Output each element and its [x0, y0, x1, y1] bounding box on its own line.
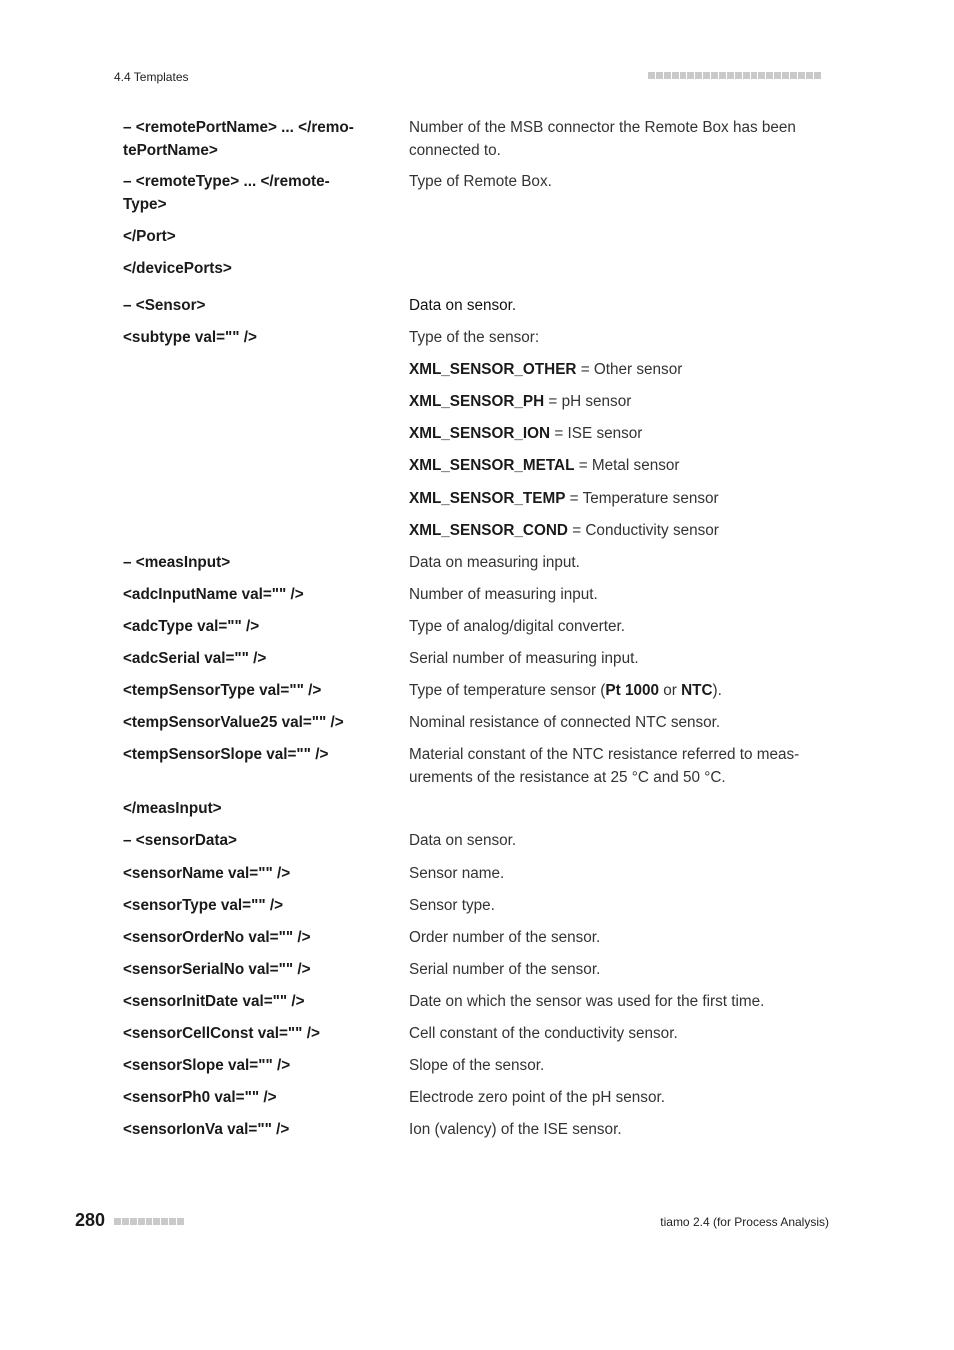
description: Sensor name.	[409, 865, 505, 882]
footer-product: tiamo 2.4 (for Process Analysis)	[660, 1215, 829, 1229]
description: Order number of the sensor.	[409, 929, 601, 946]
description: Ion (valency) of the ISE sensor.	[409, 1121, 622, 1138]
term: </devicePorts>	[123, 260, 232, 277]
description: Date on which the sensor was used for the first time.	[409, 993, 765, 1010]
description: Type of analog/digital converter.	[409, 618, 625, 635]
term: <sensorName val="" />	[123, 865, 291, 882]
enum-label: = Metal sensor	[574, 457, 680, 474]
term: – <remotePortName> ... </remo- tePortName>	[123, 119, 354, 159]
page-number: 280	[75, 1210, 106, 1230]
term: <sensorSlope val="" />	[123, 1057, 291, 1074]
description	[409, 488, 834, 511]
enum-code: XML_SENSOR_METAL	[409, 457, 575, 474]
description	[409, 680, 834, 703]
description: Data on sensor.	[409, 297, 517, 314]
term: <sensorType val="" />	[123, 897, 284, 914]
description: Type of the sensor:	[409, 329, 540, 346]
description: Serial number of the sensor.	[409, 961, 601, 978]
description: Nominal resistance of connected NTC sensor.	[409, 714, 721, 731]
term: <tempSensorSlope val="" />	[123, 746, 329, 763]
desc-text: or	[658, 682, 682, 699]
description: Material constant of the NTC resistance referred to meas- urements of the resistance at 25 °C and 50 °C.	[409, 746, 800, 786]
description: Slope of the sensor.	[409, 1057, 545, 1074]
enum-code: XML_SENSOR_PH	[409, 393, 545, 410]
term: – <Sensor>	[123, 297, 206, 314]
term: <adcSerial val="" />	[123, 650, 267, 667]
description	[409, 391, 834, 414]
enum-label: = ISE sensor	[550, 425, 643, 442]
desc-text: Type of temperature sensor (	[409, 682, 606, 699]
term: <tempSensorType val="" />	[123, 682, 322, 699]
enum-code: XML_SENSOR_ION	[409, 425, 551, 442]
term: <adcInputName val="" />	[123, 586, 304, 603]
desc-bold: Pt 1000	[605, 682, 659, 699]
desc-bold: NTC	[681, 682, 713, 699]
footer-dot-bar	[114, 1218, 184, 1225]
description: Data on measuring input.	[409, 554, 580, 571]
description: Type of Remote Box.	[409, 173, 552, 190]
term: <tempSensorValue25 val="" />	[123, 714, 344, 731]
term: </measInput>	[123, 800, 222, 817]
enum-label: = pH sensor	[544, 393, 632, 410]
term: <sensorOrderNo val="" />	[123, 929, 311, 946]
enum-label: = Temperature sensor	[565, 490, 719, 507]
description	[409, 423, 834, 446]
description: Sensor type.	[409, 897, 495, 914]
enum-label: = Conductivity sensor	[567, 522, 719, 539]
description	[409, 359, 834, 382]
term: – <sensorData>	[123, 832, 237, 849]
description: Cell constant of the conductivity sensor.	[409, 1025, 678, 1042]
term: <sensorPh0 val="" />	[123, 1089, 277, 1106]
description: Electrode zero point of the pH sensor.	[409, 1089, 665, 1106]
term: – <measInput>	[123, 554, 231, 571]
term: <adcType val="" />	[123, 618, 260, 635]
term: <subtype val="" />	[123, 329, 257, 346]
desc-text: ).	[712, 682, 722, 699]
header-dot-bar	[648, 72, 829, 79]
term: <sensorInitDate val="" />	[123, 993, 305, 1010]
description: Data on sensor.	[409, 832, 517, 849]
term: <sensorCellConst val="" />	[123, 1025, 320, 1042]
term: </Port>	[123, 228, 176, 245]
running-header-section: 4.4 Templates	[114, 70, 189, 84]
term: <sensorIonVa val="" />	[123, 1121, 290, 1138]
enum-code: XML_SENSOR_COND	[409, 522, 568, 539]
description	[409, 520, 834, 543]
description: Number of measuring input.	[409, 586, 598, 603]
term: – <remoteType> ... </remote- Type>	[123, 173, 330, 213]
description: Serial number of measuring input.	[409, 650, 639, 667]
description: Number of the MSB connector the Remote Box has been connected to.	[409, 119, 796, 159]
description	[409, 455, 834, 478]
enum-label: = Other sensor	[576, 361, 683, 378]
enum-code: XML_SENSOR_TEMP	[409, 490, 566, 507]
term: <sensorSerialNo val="" />	[123, 961, 311, 978]
enum-code: XML_SENSOR_OTHER	[409, 361, 577, 378]
